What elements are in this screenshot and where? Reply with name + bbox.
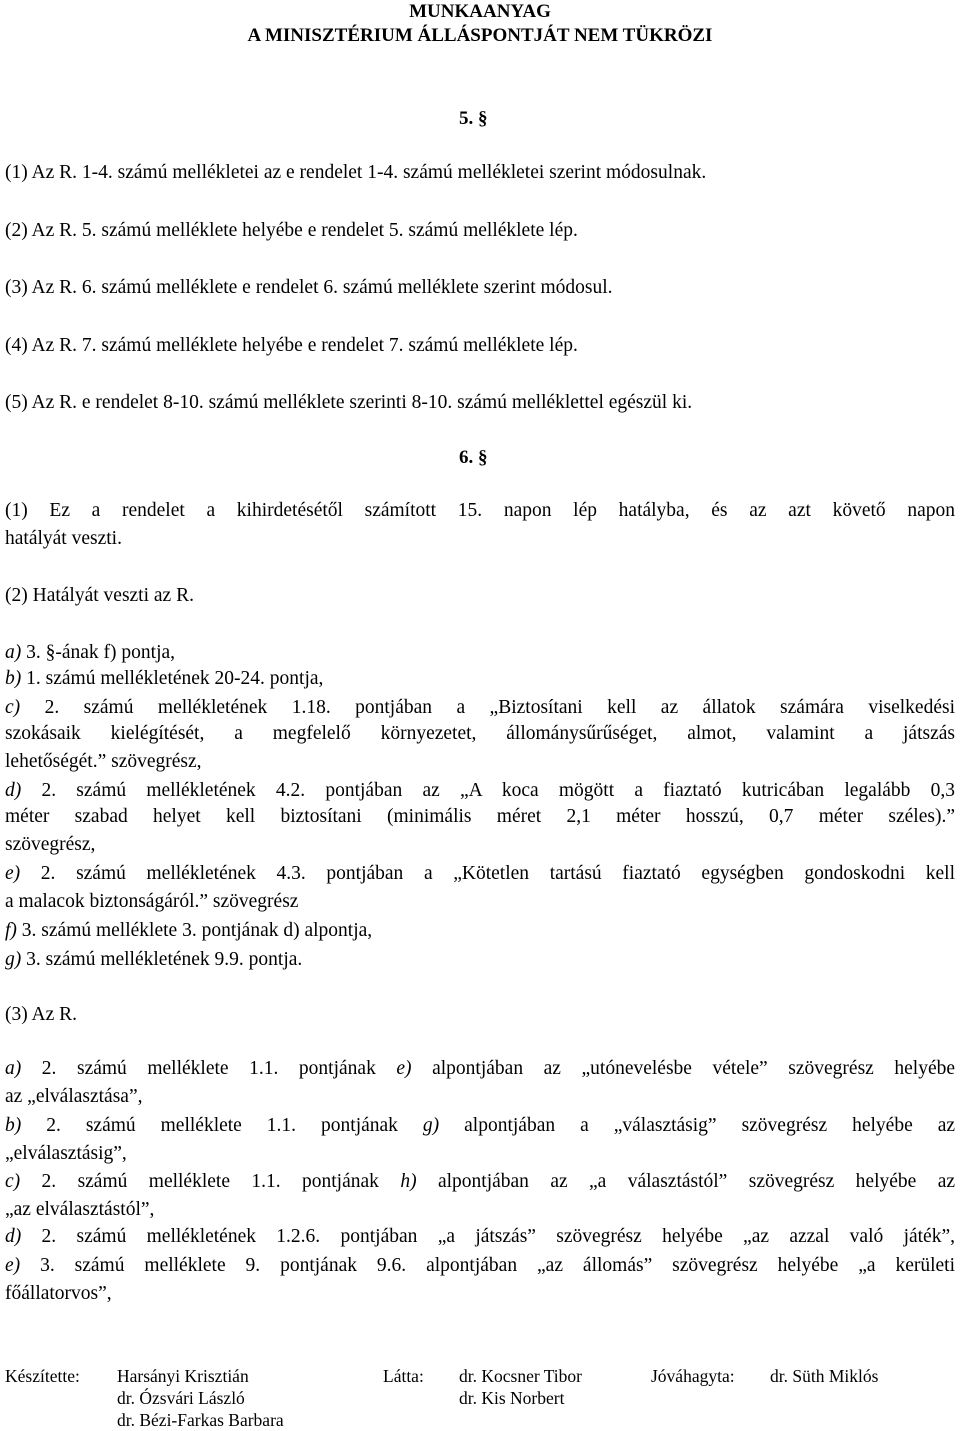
item-marker: a) [5, 1058, 22, 1079]
item-marker: b) [5, 1115, 22, 1136]
s5-paragraph-1: (1) Az R. 1-4. számú mellékletei az e rendelet 1-4. számú mellékletei szerint módosulnak. [5, 162, 707, 183]
item-marker: d) [5, 780, 22, 801]
s6-p2-item-c-line-3: lehetőségét.” szövegrész, [5, 751, 202, 772]
s5-paragraph-2: (2) Az R. 5. számú melléklete helyébe e rendelet 5. számú melléklete lép. [5, 220, 578, 241]
s6-p2-item-c-line-1: c) 2. számú mellékletének 1.18. pontjában a „Biztosítani kell az állatok számára viselkedési [5, 697, 955, 718]
item-marker: a) [5, 642, 22, 663]
s6-p3-item-c-line-1: c) 2. számú melléklete 1.1. pontjának h) alpontjában az „a választástól” szövegrész helyébe az [5, 1171, 956, 1192]
approved-by-label: Jóváhagyta: [651, 1366, 735, 1386]
prepared-by-name-1: Harsányi Krisztián [117, 1366, 249, 1386]
prepared-by-name-3: dr. Bézi-Farkas Barbara [117, 1410, 284, 1430]
s6-p2-item-g: g) 3. számú mellékletének 9.9. pontja. [5, 949, 303, 970]
s6-p3-item-e-line-1: e) 3. számú melléklete 9. pontjának 9.6. alpontjában „az állomás” szövegrész helyébe „a kerületi [5, 1255, 955, 1276]
s5-paragraph-3: (3) Az R. 6. számú melléklete e rendelet 6. számú melléklete szerint módosul. [5, 277, 613, 298]
s5-paragraph-4: (4) Az R. 7. számú melléklete helyébe e rendelet 7. számú melléklete lép. [5, 335, 578, 356]
item-marker: d) [5, 1226, 22, 1247]
seen-by-name-1: dr. Kocsner Tibor [459, 1366, 582, 1386]
s6-p2-item-f: f) 3. számú melléklete 3. pontjának d) alpontja, [5, 920, 373, 941]
item-marker: c) [5, 697, 21, 718]
item-marker: b) [5, 668, 22, 689]
item-marker: e) [5, 863, 21, 884]
header-line-2: A MINISZTÉRIUM ÁLLÁSPONTJÁT NEM TÜKRÖZI [247, 25, 713, 46]
item-marker: f) [5, 920, 17, 941]
s6-paragraph-2: (2) Hatályát veszti az R. [5, 585, 194, 606]
s6-p2-item-c-line-2: szokásaik kielégítését, a megfelelő környezetet, állománysűrűséget, almot, valamint a játszás [5, 723, 955, 744]
header-line-1: MUNKAANYAG [409, 1, 551, 22]
s6-p1-line-2: hatályát veszti. [5, 528, 122, 549]
item-marker: c) [5, 1171, 21, 1192]
s6-p3-item-a-line-2: az „elválasztása”, [5, 1086, 143, 1107]
s6-paragraph-3: (3) Az R. [5, 1004, 78, 1025]
s6-p3-item-d: d) 2. számú mellékletének 1.2.6. pontjában „a játszás” szövegrész helyébe „az azzal való játék”, [5, 1226, 955, 1247]
s6-p2-item-a: a) 3. §-ának f) pontja, [5, 642, 176, 663]
item-marker: g) [5, 949, 22, 970]
prepared-by-name-2: dr. Ózsvári László [117, 1388, 245, 1408]
s6-p3-item-b-line-1: b) 2. számú melléklete 1.1. pontjának g) alpontjában a „választásig” szövegrész helyébe az [5, 1115, 956, 1136]
s6-p2-item-e-line-1: e) 2. számú mellékletének 4.3. pontjában a „Kötetlen tartású fiaztató egységben gondoskodni kell [5, 863, 955, 884]
s5-paragraph-5: (5) Az R. e rendelet 8-10. számú melléklete szerinti 8-10. számú melléklettel egészül ki. [5, 392, 693, 413]
prepared-by-label: Készítette: [5, 1366, 80, 1386]
s6-p2-item-d-line-3: szövegrész, [5, 834, 96, 855]
approved-by-name: dr. Süth Miklós [770, 1366, 879, 1386]
s6-p1-line-1: (1) Ez a rendelet a kihirdetésétől számított 15. napon lép hatályba, és az azt követő napon [5, 500, 955, 521]
s6-p2-item-b: b) 1. számú mellékletének 20-24. pontja, [5, 668, 324, 689]
seen-by-label: Látta: [383, 1366, 424, 1386]
s6-p2-item-e-line-2: a malacok biztonságáról.” szövegrész [5, 891, 299, 912]
seen-by-name-2: dr. Kis Norbert [459, 1388, 565, 1408]
item-marker: e) [5, 1255, 21, 1276]
s6-p3-item-e-line-2: főállatorvos”, [5, 1283, 112, 1304]
s6-p3-item-a-line-1: a) 2. számú melléklete 1.1. pontjának e) alpontjában az „utónevelésbe vétele” szövegrész helyébe [5, 1058, 955, 1079]
s6-p3-item-c-line-2: „az elválasztástól”, [5, 1199, 155, 1220]
s6-p2-item-d-line-2: méter szabad helyet kell biztosítani (minimális méret 2,1 méter hosszú, 0,7 méter széles).” [5, 806, 955, 827]
s6-p2-item-d-line-1: d) 2. számú mellékletének 4.2. pontjában az „A koca mögött a fiaztató kutricában legalább 0,3 [5, 780, 955, 801]
section-6-title: 6. § [459, 447, 488, 468]
s6-p3-item-b-line-2: „elválasztásig”, [5, 1143, 127, 1164]
section-5-title: 5. § [459, 108, 488, 129]
